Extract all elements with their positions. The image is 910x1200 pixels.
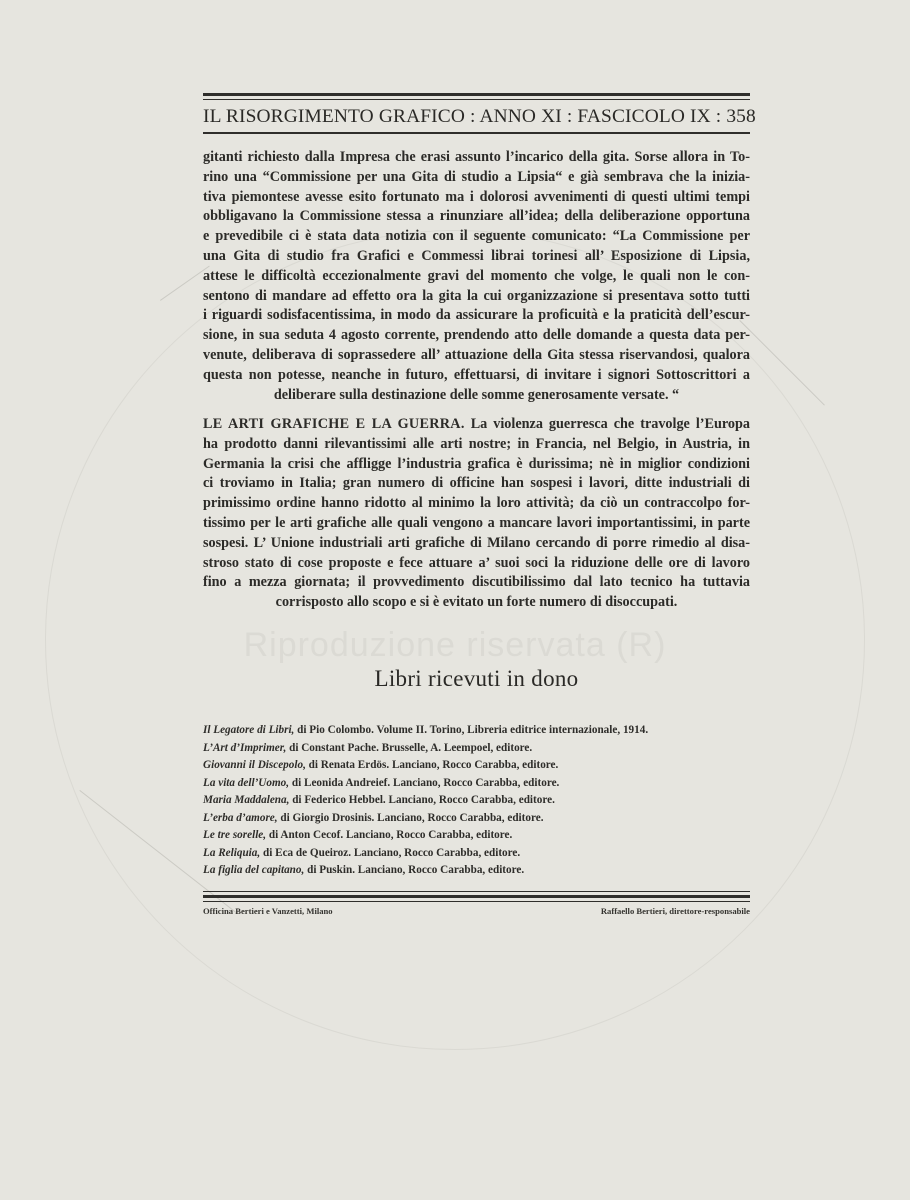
- footer-printer: Officina Bertieri e Vanzetti, Milano: [203, 906, 333, 916]
- text-line-first-rest: La violenza guerresca che travolge l’Europa: [470, 416, 750, 432]
- text-line: rino una “Commissione per una Gita di studio a Lipsia“ e già sembrava che la inizia-: [203, 168, 750, 185]
- header-rule-top-thin: [203, 99, 750, 100]
- book-title: L’Art d’Imprimer,: [203, 741, 287, 754]
- text-line-first: [203, 415, 750, 435]
- paragraph-gita-lipsia: [203, 148, 750, 405]
- footer-rule-thick: [203, 895, 750, 898]
- footer-rule-thin: [203, 891, 750, 892]
- book-entry: [203, 862, 750, 880]
- text-line: venute, deliberava di soprassedere all’ attuazione della Gita stessa riservandosi, qualora: [203, 346, 750, 363]
- text-line: questa non potesse, neanche in futuro, effettuarsi, di invitare i signori Sottoscrittori a: [203, 366, 750, 383]
- book-entry: [203, 792, 750, 810]
- book-details: di Giorgio Drosinis. Lanciano, Rocco Carabba, editore.: [277, 811, 544, 824]
- book-details: di Eca de Queiroz. Lanciano, Rocco Carabba, editore.: [260, 846, 521, 859]
- book-entry: [203, 827, 750, 845]
- header-rule-bottom: [203, 132, 750, 134]
- book-entry: [203, 845, 750, 863]
- book-details: di Puskin. Lanciano, Rocco Carabba, editore.: [304, 864, 525, 876]
- book-entry: [203, 722, 750, 740]
- text-line-last: corrisposto allo scopo e si è evitato un forte numero di disoccupati.: [275, 594, 678, 611]
- text-line: e prevedibile ci è stata data notizia con il seguente comunicato: “La Commissione per: [203, 228, 750, 245]
- header-rule-top-thick: [203, 93, 750, 96]
- book-details: di Pio Colombo. Volume II. Torino, Libreria editrice internazionale, 1914.: [294, 724, 649, 736]
- text-line: una Gita di studio fra Grafici e Commessi librai torinesi all’ Esposizione di Lipsia,: [203, 247, 750, 264]
- book-title: L’erba d’amore,: [203, 811, 278, 824]
- section-title-libri-ricevuti: Libri ricevuti in dono: [374, 666, 579, 691]
- book-details: di Constant Pache. Brusselle, A. Leempoel, editore.: [286, 741, 533, 754]
- book-title: Il Legatore di Libri,: [203, 724, 295, 736]
- book-title: La Reliquia,: [203, 846, 261, 859]
- book-entry: [203, 775, 750, 793]
- footer-editor: Raffaello Bertieri, direttore-responsabile: [600, 906, 750, 916]
- book-details: di Federico Hebbel. Lanciano, Rocco Carabba, editore.: [289, 794, 555, 806]
- book-details: di Anton Cecof. Lanciano, Rocco Carabba, editore.: [266, 829, 513, 841]
- book-entry: [203, 740, 750, 758]
- paragraph-arti-grafiche-guerra: [203, 415, 750, 613]
- book-title: Giovanni il Discepolo,: [203, 759, 306, 771]
- footer-rule-thin-bottom: [203, 901, 750, 902]
- text-line: ha prodotto danni rilevantissimi alle arti nostre; in Francia, nel Belgio, in Austria, in: [203, 435, 750, 452]
- text-line: fino a mezza giornata; il provvedimento discutibilissimo dal lato tecnico ha tuttavia: [203, 574, 750, 591]
- text-line: primissimo ordine hanno ridotto al minimo la loro attività; da ciò un contraccolpo for-: [203, 495, 750, 512]
- book-title: La vita dell’Uomo,: [203, 776, 290, 789]
- running-header: IL RISORGIMENTO GRAFICO : ANNO XI : FASCICOLO IX : 358: [203, 106, 756, 127]
- text-line: tiva piemontese avesse esito fortunato ma i dolorosi avvenimenti di questi ultimi tempi: [203, 188, 750, 205]
- section-heading: LE ARTI GRAFICHE E LA GUERRA.: [203, 416, 465, 432]
- text-line: ci troviamo in Italia; gran numero di officine han sospesi i lavori, ditte industriali di: [203, 475, 750, 492]
- book-title: Le tre sorelle,: [203, 829, 267, 841]
- text-line: tissimo per le arti grafiche alle quali vengono a mancare lavori importantissimi, in parte: [203, 514, 750, 531]
- text-line: sione, in sua seduta 4 agosto corrente, prendendo atto delle domande a questa data per-: [203, 327, 750, 344]
- book-list: [203, 722, 750, 880]
- text-line: sospesi. L’ Unione industriali arti grafiche di Milano cercando di porre rimedio al disa-: [203, 534, 750, 551]
- text-line: stroso stato di cose proposte e fece attuare a’ suoi soci la riduzione delle ore di lavoro: [203, 554, 750, 571]
- text-line: attese le difficoltà eccezionalmente gravi del momento che volge, le quali non le con-: [203, 267, 750, 284]
- book-title: La figlia del capitano,: [203, 864, 305, 876]
- book-entry: [203, 757, 750, 775]
- text-line: obbligavano la Commissione stessa a rinunziare all’idea; della deliberazione opportuna: [203, 208, 750, 225]
- text-line: Germania la crisi che affligge l’industria grafica è durissima; nè in miglior condizioni: [203, 455, 750, 472]
- book-entry: [203, 810, 750, 828]
- book-details: di Renata Erdös. Lanciano, Rocco Carabba, editore.: [305, 759, 559, 771]
- book-title: Maria Maddalena,: [203, 794, 290, 806]
- text-line: sentono di mandare ad effetto ora la gita la cui organizzazione si presentava sotto tutti: [203, 287, 750, 304]
- text-line: i riguardi sodisfacentissima, in modo da assicurare la proficuità e la praticità dell’escur-: [203, 307, 750, 324]
- text-line-last: deliberare sulla destinazione delle somme generosamente versate. “: [273, 386, 680, 403]
- watermark-text: Riproduzione riservata (R): [243, 626, 667, 664]
- text-line: gitanti richiesto dalla Impresa che erasi assunto l’incarico della gita. Sorse allora in To-: [203, 149, 750, 165]
- book-details: di Leonida Andreief. Lanciano, Rocco Carabba, editore.: [289, 776, 560, 789]
